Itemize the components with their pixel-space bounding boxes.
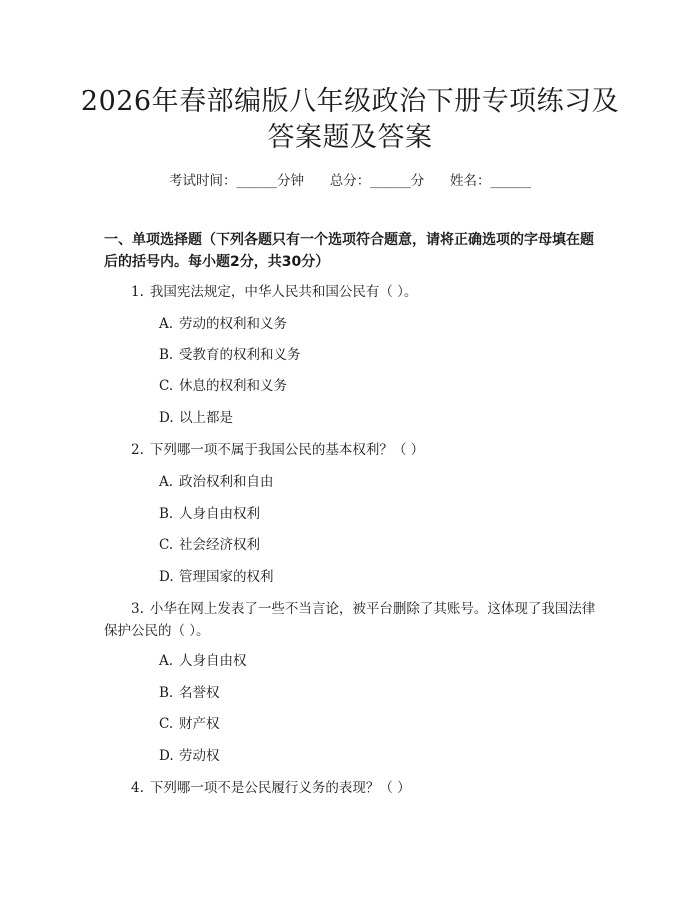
option-3d: [159, 746, 220, 766]
option-text: 受教育的权利和义务: [179, 347, 301, 363]
option-text: 人身自由权利: [179, 506, 260, 522]
option-text: 名誉权: [179, 685, 220, 701]
exam-info: 考试时间：______分钟 总分：______分 姓名：______: [169, 173, 531, 189]
option-letter: B.: [159, 685, 174, 701]
option-text: 人身自由权: [179, 653, 247, 669]
question-number: 1.: [131, 284, 144, 300]
option-text: 劳动的权利和义务: [179, 316, 287, 332]
option-1a: [159, 314, 287, 334]
question-3: [104, 598, 604, 642]
option-text: 以上都是: [179, 410, 233, 426]
document-title-line-1: 2026年春部编版八年级政治下册专项练习及: [80, 86, 620, 117]
section-heading: 一、单项选择题（下列各题只有一个选项符合题意，请将正确选项的字母填在题后的括号内。每小题2分，共30分）: [104, 232, 594, 270]
option-text: 休息的权利和义务: [179, 378, 287, 394]
option-1b: [159, 345, 301, 365]
option-letter: C.: [159, 716, 174, 732]
option-text: 劳动权: [179, 748, 220, 764]
question-number: 3.: [131, 601, 144, 617]
option-2c: [159, 535, 260, 555]
question-text: 我国宪法规定，中华人民共和国公民有（ ）。: [149, 284, 418, 300]
option-letter: A.: [159, 474, 174, 490]
question-1: [131, 281, 606, 303]
question-text: 小华在网上发表了一些不当言论，被平台删除了其账号。这体现了我国法律保护公民的（ ）。: [104, 601, 596, 639]
option-text: 财产权: [179, 716, 220, 732]
option-text: 政治权利和自由: [179, 474, 274, 490]
question-number: 2.: [131, 442, 144, 458]
option-text: 管理国家的权利: [179, 569, 274, 585]
question-text: 下列哪一项不是公民履行义务的表现？（ ）: [149, 780, 411, 796]
question-text: 下列哪一项不属于我国公民的基本权利？（ ）: [149, 442, 425, 458]
question-4: [131, 777, 606, 799]
option-letter: D.: [159, 410, 174, 426]
document-title-line-2: 答案题及答案: [267, 122, 433, 153]
option-letter: B.: [159, 506, 174, 522]
option-letter: C.: [159, 537, 174, 553]
option-2d: [159, 567, 274, 587]
question-2: [131, 439, 606, 461]
option-letter: C.: [159, 378, 174, 394]
option-text: 社会经济权利: [179, 537, 260, 553]
option-3b: [159, 683, 220, 703]
option-letter: D.: [159, 748, 174, 764]
option-3c: [159, 714, 220, 734]
option-letter: A.: [159, 653, 174, 669]
option-letter: A.: [159, 316, 174, 332]
option-1d: [159, 408, 233, 428]
option-letter: B.: [159, 347, 174, 363]
option-1c: [159, 376, 287, 396]
option-3a: [159, 651, 247, 671]
question-number: 4.: [131, 780, 144, 796]
option-2b: [159, 504, 260, 524]
option-2a: [159, 472, 274, 492]
option-letter: D.: [159, 569, 174, 585]
